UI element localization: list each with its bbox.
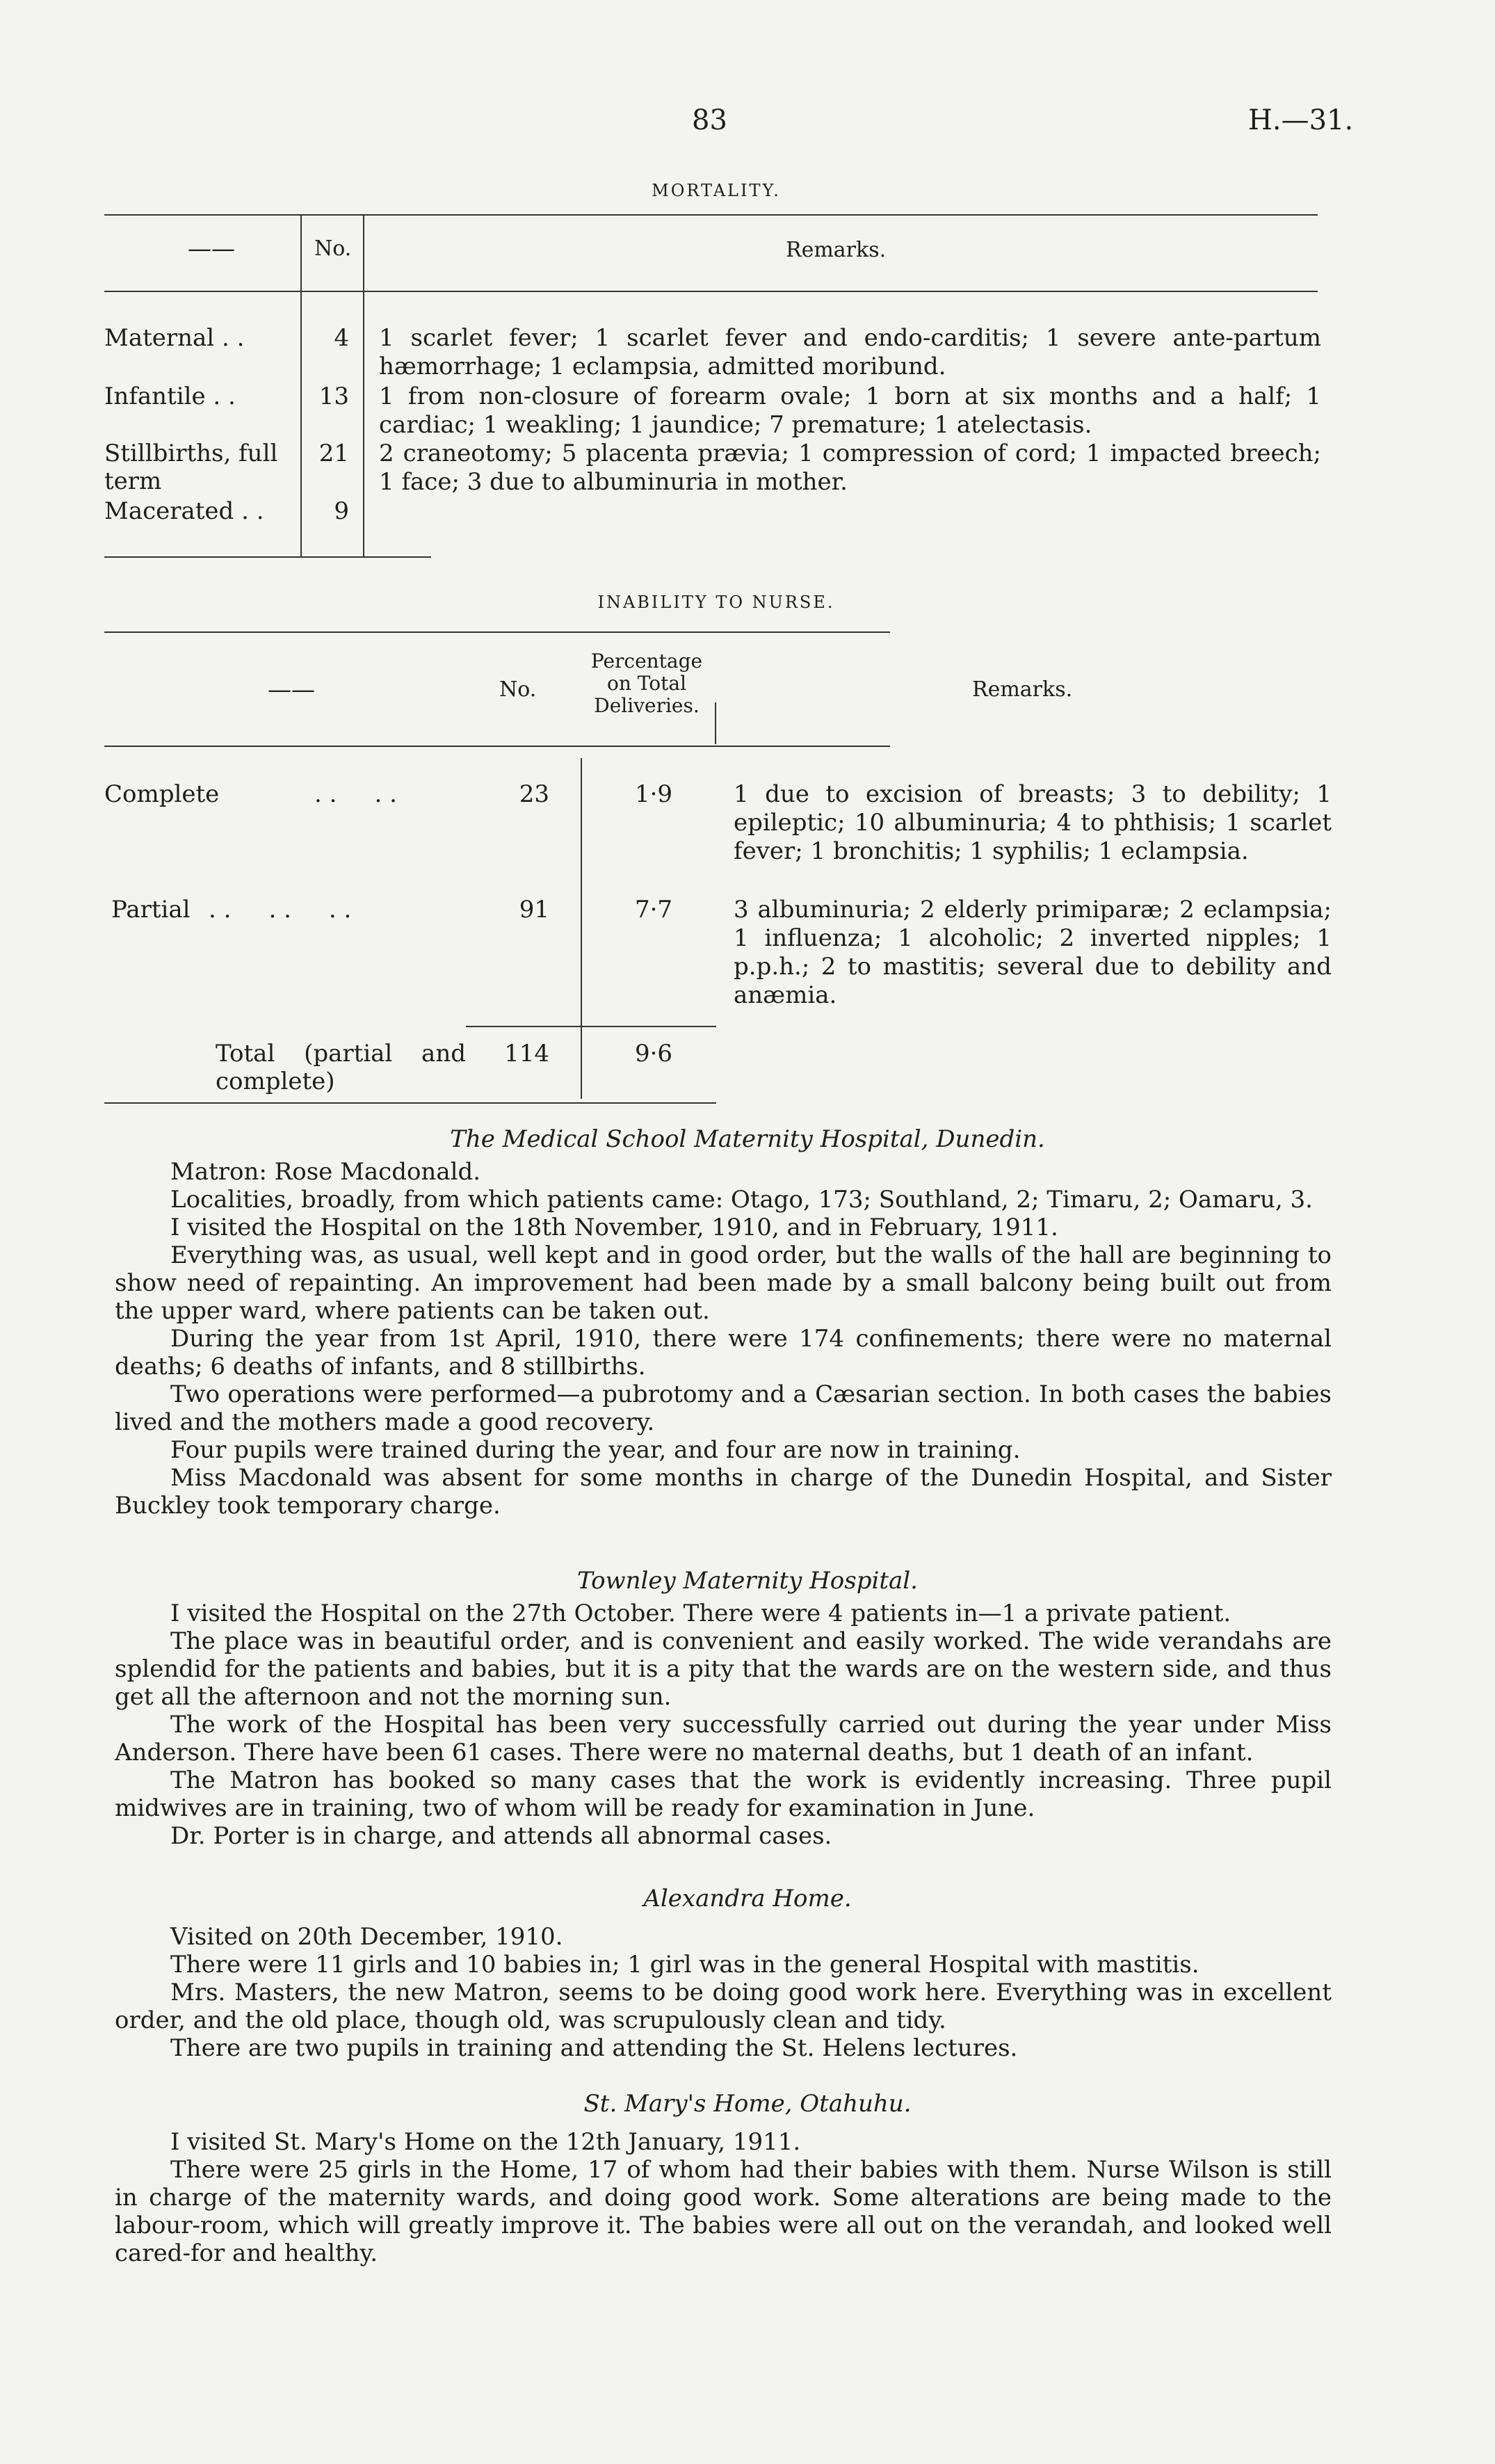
mortality-bottom-rule [104,556,431,558]
inability-total-label: Total (partial and complete) [216,1040,466,1095]
mortality-row-remarks: 1 from non-closure of forearm ovale; 1 born at six months and a half; 1 cardiac; 1 weakling; 1 jaundice; 7 premature; 1 atelectasis. [379,383,1321,439]
inability-header-rule [104,746,890,747]
paragraph: I visited the Hospital on the 27th October. There were 4 patients in—1 a private patient. [170,1600,1231,1627]
mortality-header-rule [104,291,1318,292]
inability-row-remarks: 3 albuminuria; 2 elderly primiparæ; 2 eclampsia; 1 influenza; 1 alcoholic; 2 inverted nipples; 1 p.p.h.; 2 to mastitis; several due to debility and anæmia. [734,896,1332,1009]
mortality-header-no: No. [314,236,352,261]
mortality-header-blank: —— [188,235,235,263]
section-body [115,1923,1332,2062]
paragraph: Miss Macdonald was absent for some months in charge of the Dunedin Hospital, and Sister Buckley took temporary charge. [115,1464,1332,1520]
mortality-row-no: 9 [334,497,349,525]
paragraph: Matron: Rose Macdonald. [170,1158,481,1186]
inability-header-no: No. [499,677,537,702]
inability-header-pct: Percentage on Total Deliveries. [590,650,703,717]
page-number: 83 [692,104,727,136]
paragraph: The place was in beautiful order, and is convenient and easily worked. The wide verandahs are splendid for the patients and babies, but it is a pity that the wards are on the western side, and thus get all the afternoon and not the morning sun. [115,1627,1332,1711]
mortality-row-no: 21 [318,440,349,467]
inability-header-remarks: Remarks. [972,677,1073,702]
inability-row-no: 91 [519,896,549,924]
section-title: St. Mary's Home, Otahuhu. [583,2090,912,2118]
section-title: The Medical School Maternity Hospital, Dunedin. [450,1125,1045,1153]
mortality-title: MORTALITY. [652,181,781,200]
inability-row-pct: 7·7 [634,896,673,924]
inability-total-rule [466,1026,716,1027]
mortality-header-remarks: Remarks. [786,238,887,262]
section-body [115,1158,1332,1520]
paragraph: There are two pupils in training and attending the St. Helens lectures. [170,2034,1018,2062]
section-title: Alexandra Home. [643,1885,852,1913]
paragraph: Mrs. Masters, the new Matron, seems to be doing good work here. Everything was in excellent order, and the old place, though old, was scrupulously clean and tidy. [115,1979,1332,2034]
inability-col-divider [581,758,582,1099]
paragraph: Everything was, as usual, well kept and in good order, but the walls of the hall are beginning to show need of repainting. An improvement had been made by a small balcony being built out from the upper ward, where patients can be taken out. [115,1241,1332,1325]
document-reference: H.—31. [1248,104,1354,136]
inability-title: INABILITY TO NURSE. [597,593,835,612]
paragraph: During the year from 1st April, 1910, there were 174 confinements; there were no maternal deaths; 6 deaths of infants, and 8 stillbirths. [115,1325,1332,1380]
inability-total-pct: 9·6 [634,1040,673,1068]
mortality-row-label: Infantile . . [104,383,236,410]
inability-bottom-rule [104,1102,716,1104]
mortality-row-no: 4 [334,324,349,352]
mortality-top-rule [104,214,1318,216]
mortality-row-remarks: 1 scarlet fever; 1 scarlet fever and endo-carditis; 1 severe ante-partum hæmorrhage; 1 eclampsia, admitted moribund. [379,324,1321,380]
inability-col-divider [715,702,716,744]
paragraph: Visited on 20th December, 1910. [170,1923,563,1951]
section-title: Townley Maternity Hospital. [577,1567,918,1595]
mortality-row-remarks: 2 craneotomy; 5 placenta prævia; 1 compression of cord; 1 impacted breech; 1 face; 3 due to albuminuria in mother. [379,440,1321,496]
paragraph: I visited the Hospital on the 18th November, 1910, and in February, 1911. [170,1214,1058,1241]
inability-row-no: 23 [519,780,549,808]
paragraph: There were 11 girls and 10 babies in; 1 girl was in the general Hospital with mastitis. [170,1951,1199,1979]
paragraph: Four pupils were trained during the year, and four are now in training. [170,1436,1021,1464]
inability-row-remarks: 1 due to excision of breasts; 3 to debility; 1 epileptic; 10 albuminuria; 4 to phthisis; 1 scarlet fever; 1 bronchitis; 1 syphilis; 1 eclampsia. [734,780,1332,865]
paragraph: The Matron has booked so many cases that the work is evidently increasing. Three pupil midwives are in training, two of whom will be ready for examination in June. [115,1766,1332,1822]
inability-total-no: 114 [504,1040,549,1068]
paragraph: The work of the Hospital has been very successfully carried out during the year under Miss Anderson. There have been 61 cases. There were no maternal deaths, but 1 death of an infant. [115,1711,1332,1766]
inability-row-label: Partial [111,896,191,924]
paragraph: There were 25 girls in the Home, 17 of whom had their babies with them. Nurse Wilson is still in charge of the maternity wards, and doing good work. Some alterations are being made to the labour-room, which will greatly improve it. The babies were all out on the verandah, and looked well cared-for and healthy. [115,2156,1332,2267]
paragraph: Dr. Porter is in charge, and attends all abnormal cases. [170,1822,832,1850]
inability-top-rule [104,631,890,633]
mortality-col-divider-2 [363,214,364,556]
mortality-row-no: 13 [318,383,349,410]
paragraph: I visited St. Mary's Home on the 12th January, 1911. [170,2128,801,2156]
inability-row-label: Complete [104,780,220,808]
paragraph: Localities, broadly, from which patients came: Otago, 173; Southland, 2; Timaru, 2; Oamaru, 3. [170,1186,1313,1214]
inability-row-dots: . . . . . . [209,896,352,924]
mortality-row-label: Maternal . . [104,324,245,352]
mortality-row-label: Stillbirths, full term [104,440,278,495]
section-body [115,1600,1332,1850]
inability-row-dots: . . . . [314,780,397,808]
inability-row-pct: 1·9 [634,780,673,808]
inability-header-blank: —— [268,676,315,704]
mortality-row-label: Macerated . . [104,497,264,525]
section-body [115,2128,1332,2267]
paragraph: Two operations were performed—a pubrotomy and a Cæsarian section. In both cases the babies lived and the mothers made a good recovery. [115,1380,1332,1436]
